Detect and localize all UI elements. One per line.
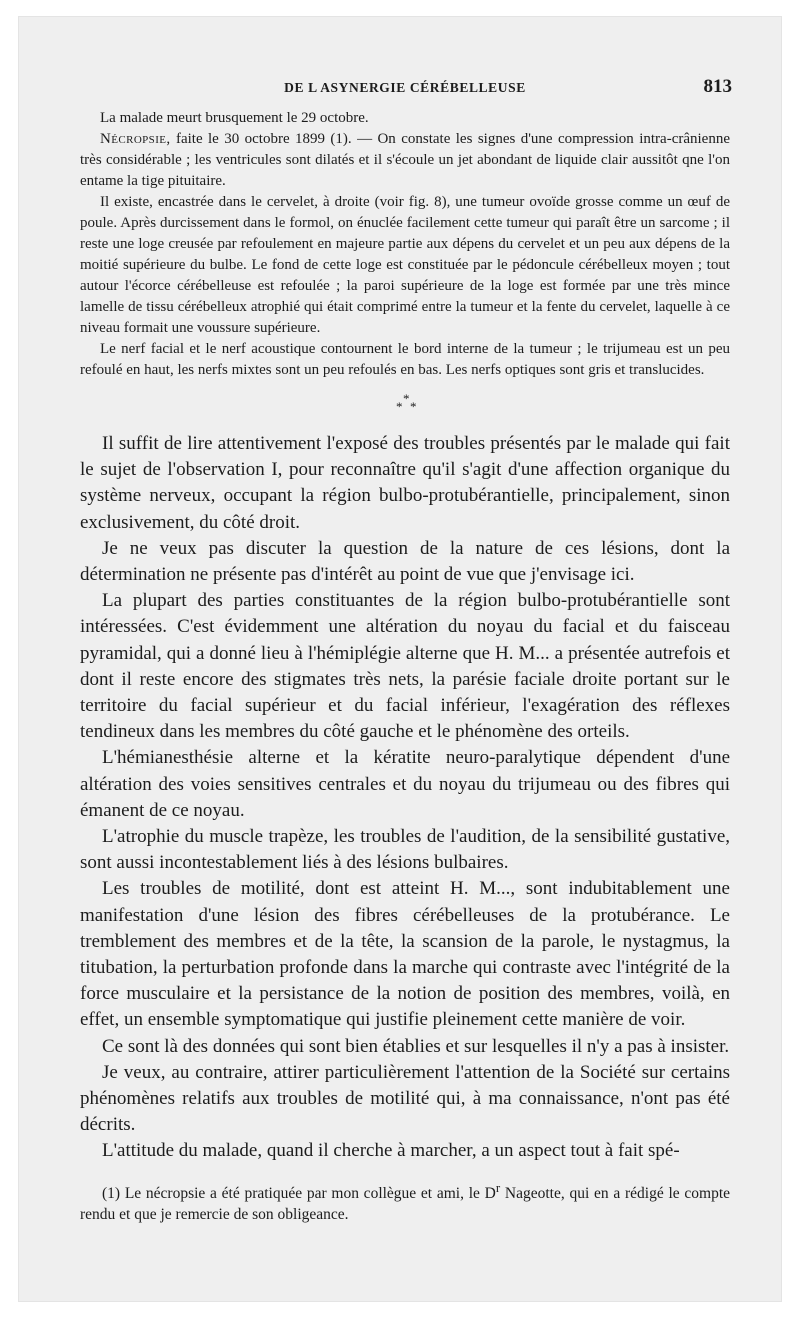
nerves-paragraph: Le nerf facial et le nerf acoustique contournent le bord interne de la tumeur ; le trijumeau est un peu refoulé en haut, les nerfs mixtes sont un peu refoulés en bas. Les nerfs optiques sont gris et translucides. — [80, 341, 730, 378]
necropsy-label: Nécropsie, — [100, 131, 171, 147]
discussion-paragraph: L'attitude du malade, quand il cherche à marcher, a un aspect tout à fait spé- — [102, 1140, 680, 1162]
discussion-paragraph: Il suffit de lire attentivement l'exposé des troubles présentés par le malade qui fait le sujet de l'observation I, pour reconnaître qu'il s'agit d'une affection organique du système nerveux, occupant la région bulbo-protubérantielle, principalement, sinon exclusivement, du côté droit. — [80, 433, 730, 533]
discussion-paragraph: Les troubles de motilité, dont est atteint H. M..., sont indubitablement une manifestation d'une lésion des fibres cérébelleuses de la protubérance. Le tremblement des membres et de la tête, la scansion de la parole, le nystagmus, la titubation, la perturbation profonde dans la marche qui contraste avec l'intégrité de la force musculaire et la persistance de la notion de position des membres, voilà, en effet, un ensemble symptomatique qui justifie pleinement cette manière de voir. — [80, 878, 730, 1031]
page-content — [80, 78, 730, 1225]
footnote-text-end: Nageotte, qui en a rédigé le compte rendu et que je remercie de son obligeance. — [80, 1184, 731, 1223]
discussion-paragraph: La plupart des parties constituantes de la région bulbo-protubérantielle sont intéressées. C'est évidemment une altération du noyau du facial et du faisceau pyramidal, qui a donné lieu à l'hémiplégie alterne que H. M... a présentée autrefois et dont il reste encore des stigmates très nets, la parésie faciale droite portant sur le territoire du facial supérieur et du facial inférieur, l'exagération des réflexes tendineux dans les membres du côté gauche et le phénomène des orteils. — [80, 590, 730, 743]
discussion-paragraph: L'hémianesthésie alterne et la kératite neuro-paralytique dépendent d'une altération des voies sensitives centrales et du noyau du trijumeau ou des fibres qui émanent de ce noyau. — [80, 747, 730, 821]
discussion-paragraph: L'atrophie du muscle trapèze, les troubles de l'audition, de la sensibilité gustative, sont aussi incontestablement liés à des lésions bulbaires. — [80, 826, 730, 874]
death-paragraph: La malade meurt brusquement le 29 octobre. — [100, 110, 369, 126]
necropsy-text: faite le 30 octobre 1899 (1). — On constate les signes d'une compression intra-crânienne très considérable ; les ventricules sont dilatés et il s'écoule un jet abondant de liquide clair aussitôt qne l'on entame la tige pituitaire. — [80, 131, 730, 189]
scanned-page — [18, 16, 782, 1302]
separator-star: * — [396, 399, 403, 414]
separator-star: * — [403, 391, 410, 406]
running-title: DE L ASYNERGIE CÉRÉBELLEUSE — [284, 80, 526, 95]
page-number: 813 — [703, 76, 732, 97]
footnote-superscript: r — [495, 1179, 501, 1195]
discussion-paragraph: Je veux, au contraire, attirer particulièrement l'attention de la Société sur certains phénomènes relatifs aux troubles de motilité qui, à ma connaissance, n'ont pas été décrits. — [80, 1061, 730, 1136]
footnote — [80, 1177, 730, 1225]
tumor-paragraph: Il existe, encastrée dans le cervelet, à droite (voir fig. 8), une tumeur ovoïde grosse comme un œuf de poule. Après durcissement dans le formol, on énuclée facilement cette tumeur qui paraît être un sarcome ; il reste une loge creusée par refoulement en majeure partie aux dépens du cervelet et un peu aux dépens de la moitié supérieure du bulbe. Le fond de cette loge est constituée par le pédoncule cérébelleux moyen ; tout autour l'écorce cérébelleuse est refoulée ; la paroi supérieure de la loge est formée par une très mince lamelle de tissu cérébelleux atrophié qui était comprimé entre la tumeur et la fente du cervelet, laquelle à ce niveau formait une voussure supérieure. — [80, 194, 730, 336]
page-header — [80, 78, 730, 108]
footnote-text-start: (1) Le nécropsie a été pratiquée par mon collègue et ami, le D — [102, 1184, 496, 1202]
discussion-paragraph: Ce sont là des données qui sont bien établies et sur lesquelles il n'y a pas à insister. — [102, 1035, 730, 1057]
footnote-paragraph — [80, 1177, 730, 1225]
observation-section — [80, 108, 730, 381]
discussion-paragraph: Je ne veux pas discuter la question de la nature de ces lésions, dont la détermination ne présente pas d'intérêt au point de vue que j'envisage ici. — [80, 537, 730, 586]
section-separator — [80, 385, 730, 427]
separator-star: * — [410, 399, 417, 414]
necropsy-paragraph — [80, 129, 730, 192]
discussion-section — [80, 431, 730, 1165]
